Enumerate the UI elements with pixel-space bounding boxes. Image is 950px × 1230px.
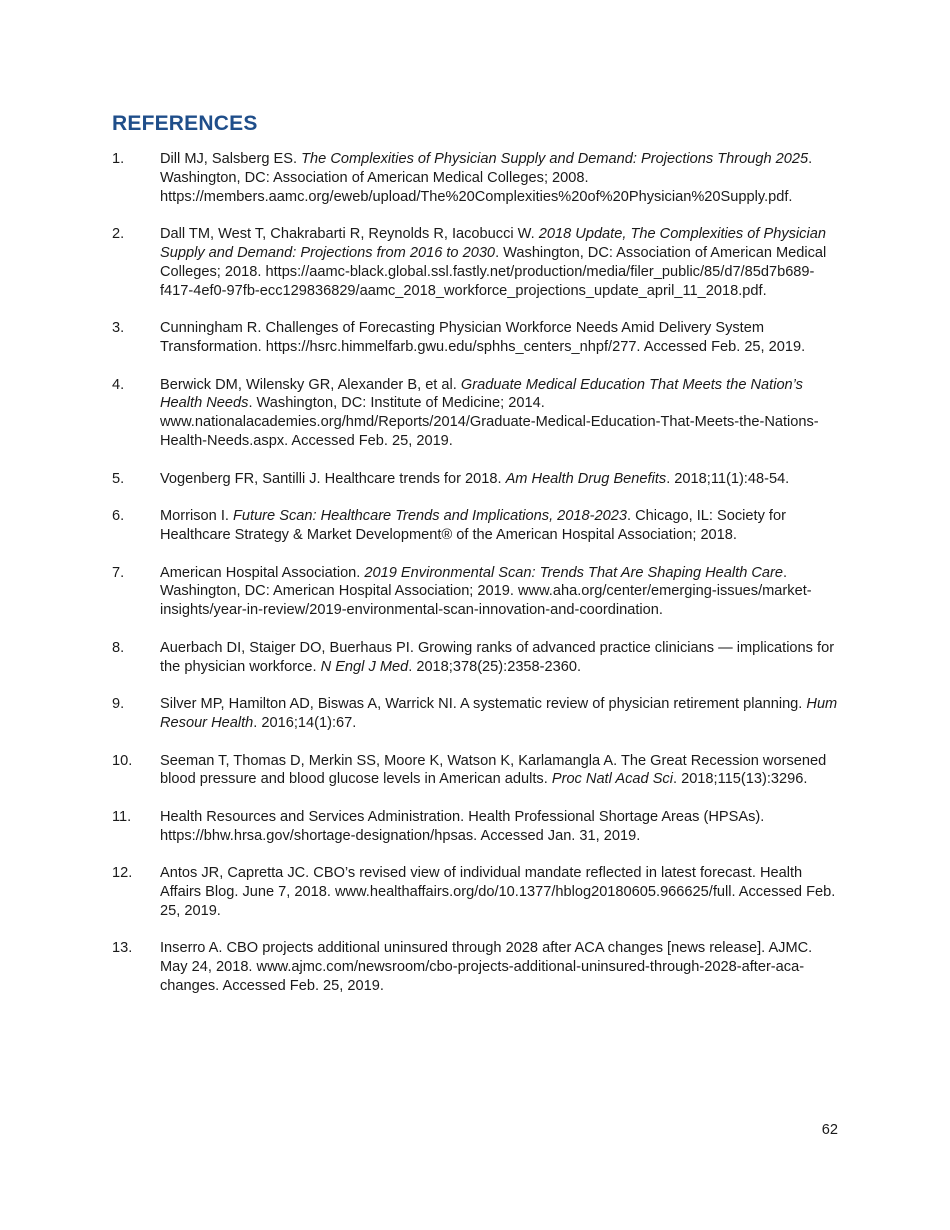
reference-segment: Auerbach DI, Staiger DO, Buerhaus PI. Growing ranks of advanced practice clinicians — implications for the physician workforce. <box>160 639 835 675</box>
reference-segment: . Washington, DC: Association of American Medical Colleges; 2008. https://members.aamc.org/eweb/upload/The%20Complexities%20of%20Physician%20Supply.pdf. <box>160 151 813 205</box>
reference-number: 2. <box>112 226 125 243</box>
reference-text <box>160 471 789 487</box>
references-heading: REFERENCES <box>112 112 258 135</box>
reference-text <box>160 696 837 731</box>
reference-item <box>112 695 840 733</box>
reference-segment: Dill MJ, Salsberg ES. <box>160 151 302 167</box>
page-number: 62 <box>821 1122 838 1138</box>
reference-title: Am Health Drug Benefits <box>505 470 667 487</box>
reference-number: 5. <box>112 470 125 487</box>
reference-text <box>160 809 764 844</box>
reference-segment: . 2016;14(1):67. <box>253 714 357 731</box>
reference-text <box>160 226 826 298</box>
reference-number: 7. <box>112 564 125 581</box>
reference-text <box>160 865 835 919</box>
reference-title: The Complexities of Physician Supply and Demand: Projections Through 2025 <box>301 151 809 167</box>
reference-text <box>160 508 786 543</box>
reference-number: 1. <box>112 151 125 167</box>
reference-number: 6. <box>112 508 125 525</box>
reference-title: 2018 Update, The Complexities of Physician Supply and Demand: Projections from 2016 to 2030 <box>160 226 826 261</box>
reference-item <box>112 639 840 677</box>
reference-item <box>112 225 840 300</box>
reference-number: 11. <box>112 808 132 825</box>
reference-text <box>160 940 812 994</box>
reference-item <box>112 319 840 357</box>
reference-item <box>112 939 840 995</box>
reference-number: 12. <box>112 865 133 882</box>
reference-segment: Cunningham R. Challenges of Forecasting Physician Workforce Needs Amid Delivery System Transformation. https://hsrc.himmelfarb.gwu.edu/sphhs_centers_nhpf/277. Accessed Feb. 25, 2019. <box>160 320 806 355</box>
reference-item <box>112 150 840 206</box>
reference-segment: Morrison I. <box>160 508 233 525</box>
reference-title: Graduate Medical Education That Meets the Nation’s Health Needs <box>160 376 803 412</box>
reference-title: Proc Natl Acad Sci <box>551 771 673 788</box>
reference-title: 2019 Environmental Scan: Trends That Are Shaping Health Care <box>364 564 783 581</box>
reference-segment: . Washington, DC: American Hospital Association; 2019. www.aha.org/center/emerging-issues/market-insights/year-in-review/2019-environmental-scan-innovation-and-coordination. <box>160 564 812 619</box>
reference-item <box>112 752 840 790</box>
reference-item <box>112 470 840 489</box>
reference-number: 13. <box>112 940 133 957</box>
reference-segment: Dall TM, West T, Chakrabarti R, Reynolds R, Iacobucci W. <box>160 226 539 243</box>
reference-text <box>160 151 812 205</box>
reference-number: 4. <box>112 376 125 393</box>
reference-item <box>112 376 840 451</box>
reference-segment: Seeman T, Thomas D, Merkin SS, Moore K, Watson K, Karlamangla A. The Great Recession worsened blood pressure and blood glucose levels in American adults. <box>160 752 827 788</box>
reference-text <box>160 565 812 619</box>
reference-item <box>112 864 840 920</box>
references-list <box>112 150 840 1015</box>
reference-item <box>112 564 840 620</box>
reference-segment: . 2018;115(13):3296. <box>672 771 808 788</box>
reference-segment: . 2018;378(25):2358-2360. <box>408 658 582 675</box>
reference-segment: Antos JR, Capretta JC. CBO’s revised view of individual mandate reflected in latest forecast. Health Affairs Blog. June 7, 2018. www.healthaffairs.org/do/10.1377/hblog20180605.966625/full. Accessed Feb. 25, 2019. <box>160 865 836 919</box>
reference-item <box>112 808 840 846</box>
reference-text <box>160 320 805 355</box>
reference-text <box>160 753 826 788</box>
reference-segment: Vogenberg FR, Santilli J. Healthcare trends for 2018. <box>160 470 506 487</box>
reference-title: Hum Resour Health <box>160 696 838 731</box>
reference-segment: . Chicago, IL: Society for Healthcare Strategy & Market Development® of the American Hospital Association; 2018. <box>160 508 786 543</box>
reference-segment: Berwick DM, Wilensky GR, Alexander B, et al. <box>160 376 461 393</box>
reference-segment: . Washington, DC: Association of American Medical Colleges; 2018. https://aamc-black.global.ssl.fastly.net/production/media/filer_public/85/d7/85d7b689-f417-4ef0-97fb-ecc129836829/aamc_2018_workforce_projections_update_april_11_2018.pdf. <box>160 244 827 299</box>
reference-title: N Engl J Med <box>320 658 409 675</box>
reference-item <box>112 507 840 545</box>
reference-text <box>160 640 834 675</box>
reference-segment: Inserro A. CBO projects additional uninsured through 2028 after ACA changes [news release]. AJMC. May 24, 2018. www.ajmc.com/newsroom/cbo-projects-additional-uninsured-through-2028-after-aca-changes. Accessed Feb. 25, 2019. <box>160 940 813 995</box>
reference-segment: Silver MP, Hamilton AD, Biswas A, Warrick NI. A systematic review of physician retirement planning. <box>160 696 807 713</box>
reference-number: 10. <box>112 752 133 769</box>
reference-segment: . 2018;11(1):48-54. <box>666 470 790 487</box>
reference-number: 8. <box>112 639 125 656</box>
reference-segment: Health Resources and Services Administration. Health Professional Shortage Areas (HPSAs). https://bhw.hrsa.gov/shortage-designation/hpsas. Accessed Jan. 31, 2019. <box>160 808 765 844</box>
reference-text <box>160 377 819 449</box>
reference-number: 3. <box>112 320 125 337</box>
reference-title: Future Scan: Healthcare Trends and Implications, 2018-2023 <box>232 508 627 525</box>
reference-number: 9. <box>112 696 125 713</box>
reference-segment: American Hospital Association. <box>160 564 365 581</box>
reference-segment: . Washington, DC: Institute of Medicine; 2014. www.nationalacademies.org/hmd/Reports/2014/Graduate-Medical-Education-That-Meets-the-Nations-Health-Needs.aspx. Accessed Feb. 25, 2019. <box>160 395 819 449</box>
